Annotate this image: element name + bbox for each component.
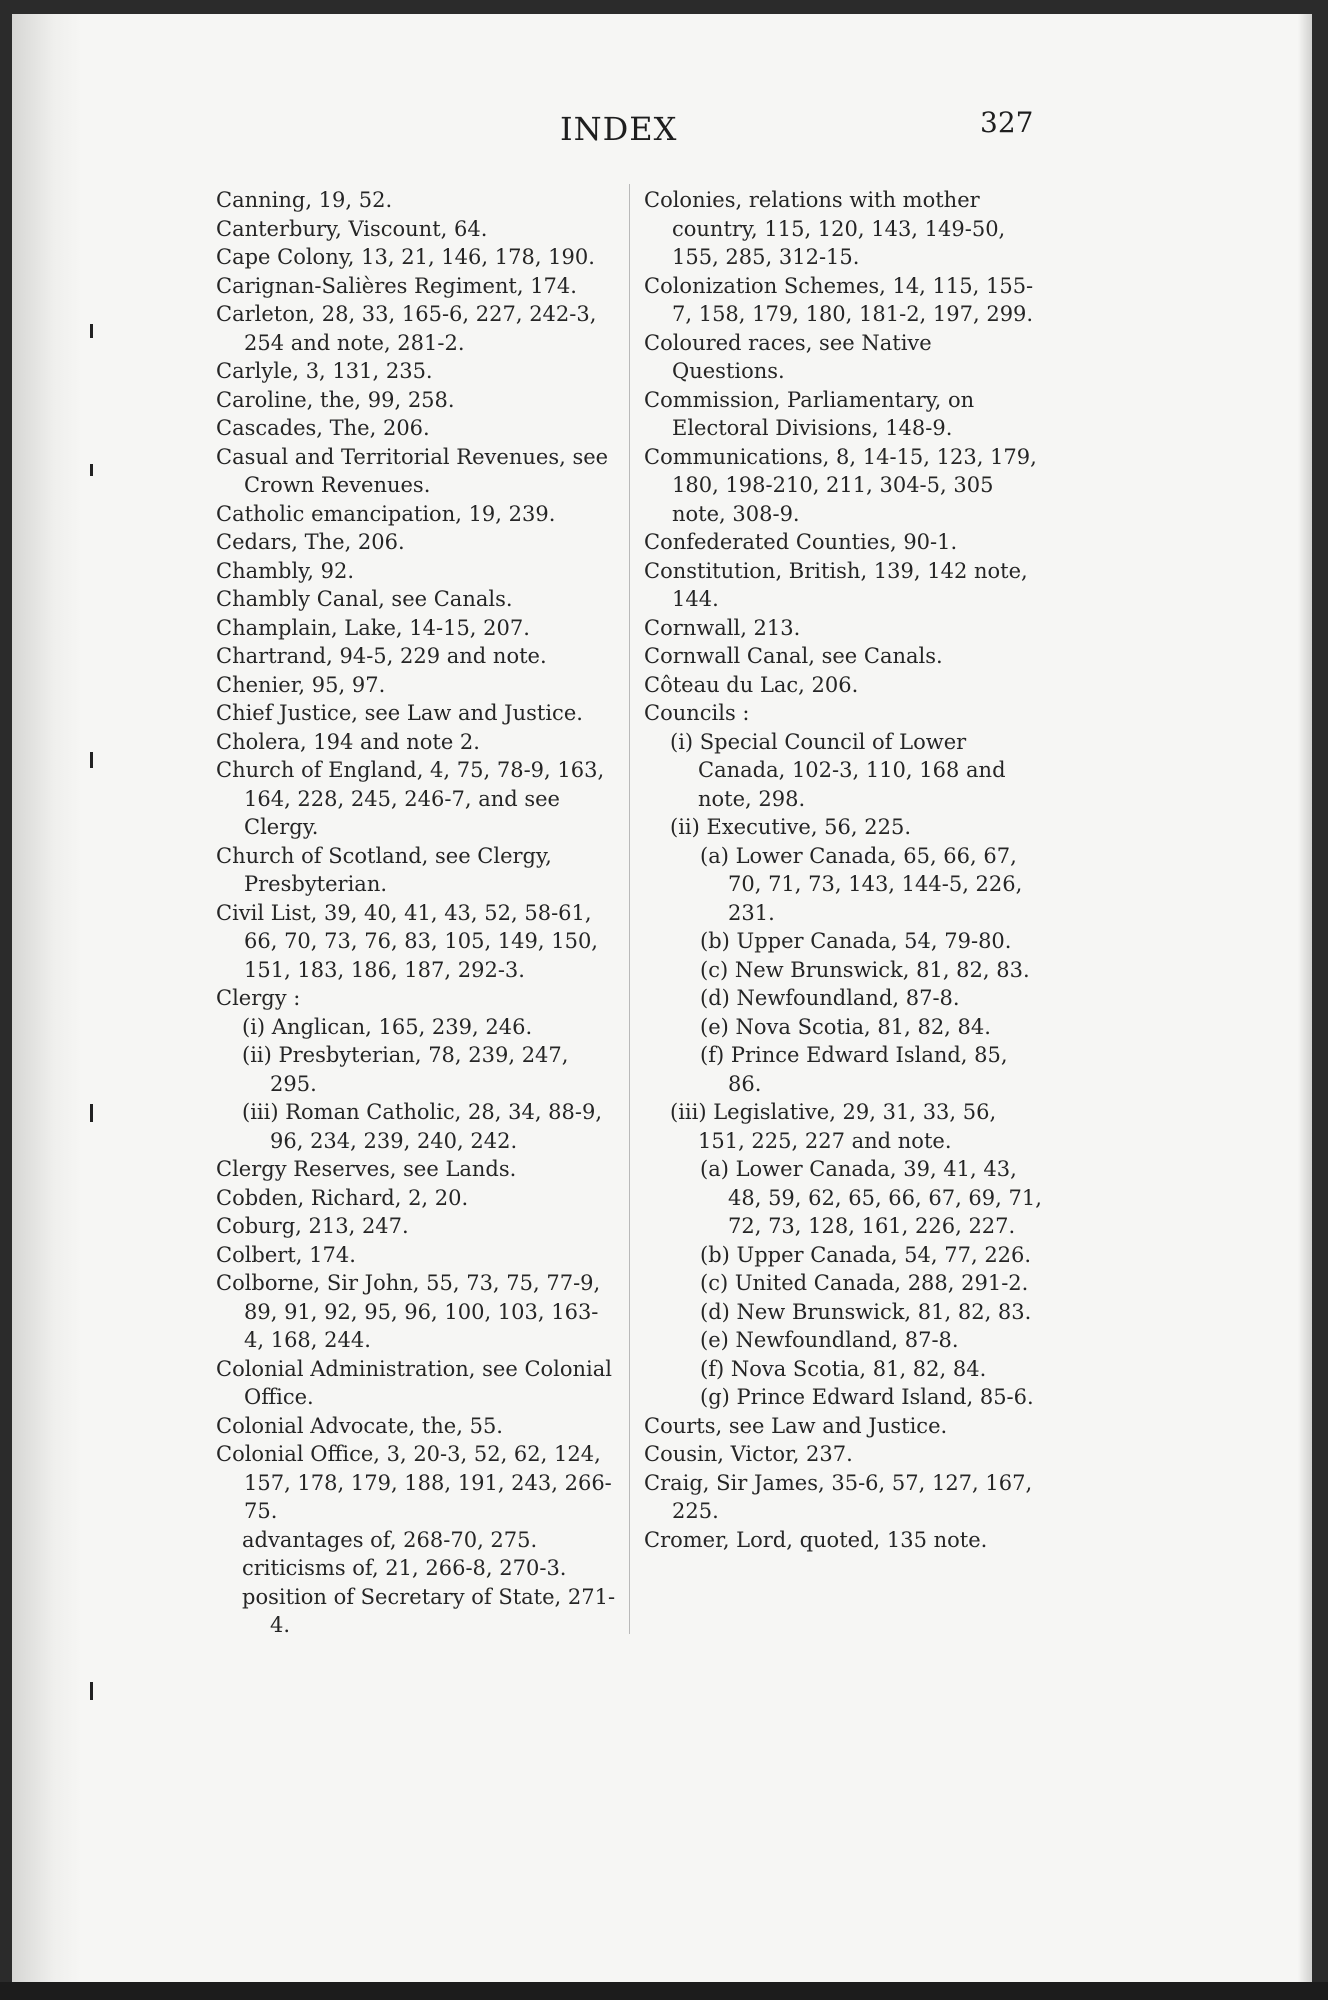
index-entry: Commission, Parliamentary, on Electoral Divisions, 148-9. [644,387,975,440]
index-entry: (c) United Canada, 288, 291-2. [700,1271,1029,1295]
index-entry: Chambly, 92. [216,558,355,583]
margin-mark [90,1104,93,1122]
index-entry: Côteau du Lac, 206. [644,672,859,697]
index-entry: Cholera, 194 and note 2. [216,729,480,754]
index-column-right [644,186,1044,1554]
margin-mark [90,1682,93,1700]
index-entry: Colonization Schemes, 14, 115, 155-7, 158, 179, 180, 181-2, 197, 299. [644,273,1034,326]
index-entry: Carignan-Salières Regiment, 174. [216,273,577,298]
index-entry: (g) Prince Edward Island, 85-6. [700,1385,1034,1409]
index-column-left [216,186,616,1640]
index-entry: Church of England, 4, 75, 78-9, 163, 164, 228, 245, 246-7, and see Clergy. [216,758,605,839]
index-entry: (a) Lower Canada, 39, 41, 43, 48, 59, 62, 65, 66, 67, 69, 71, 72, 73, 128, 161, 226, 227. [700,1157,1042,1238]
index-entry: Casual and Territorial Revenues, see Crown Revenues. [216,444,609,497]
book-page [12,14,1312,1984]
index-entry: Colonial Administration, see Colonial Office. [216,1356,613,1409]
index-entry: Clergy : [216,986,301,1010]
index-entry: Chenier, 95, 97. [216,672,386,697]
index-entry: Courts, see Law and Justice. [644,1413,948,1438]
index-entry: Church of Scotland, see Clergy, Presbyterian. [216,843,552,896]
index-entry: (d) Newfoundland, 87-8. [700,986,960,1010]
index-entry: Civil List, 39, 40, 41, 43, 52, 58-61, 66, 70, 73, 76, 83, 105, 149, 150, 151, 183, 186, 187, 292-3. [216,900,598,982]
index-entry: Colonial Office, 3, 20-3, 52, 62, 124, 157, 178, 179, 188, 191, 243, 266-75. [216,1442,612,1523]
index-entry: (b) Upper Canada, 54, 79-80. [700,929,1012,953]
index-entry: (f) Prince Edward Island, 85, 86. [700,1043,1008,1096]
index-entry: Communications, 8, 14-15, 123, 179, 180, 198-210, 211, 304-5, 305 note, 308-9. [644,444,1037,526]
index-entry: Confederated Counties, 90-1. [644,530,958,554]
index-entry: Canning, 19, 52. [216,188,393,212]
index-entry: Chartrand, 94-5, 229 and note. [216,644,547,668]
page-edge [1298,14,1312,1984]
page-gutter [12,14,82,1984]
index-entry: criticisms of, 21, 266-8, 270-3. [242,1556,567,1580]
margin-mark [90,464,93,476]
index-entry: Constitution, British, 139, 142 note, 144. [644,558,1028,611]
index-entry: Carleton, 28, 33, 165-6, 227, 242-3, 254 and note, 281-2. [216,302,597,355]
index-entry: Cousin, Victor, 237. [644,1442,853,1466]
scan-border [0,1982,1328,2000]
index-entry: Craig, Sir James, 35-6, 57, 127, 167, 225. [644,1470,1033,1523]
page-number: 327 [980,106,1034,139]
index-entry: Colborne, Sir John, 55, 73, 75, 77-9, 89, 91, 92, 95, 96, 100, 103, 163-4, 168, 244. [216,1271,601,1352]
index-entry: (f) Nova Scotia, 81, 82, 84. [700,1356,987,1381]
index-entry: Caroline, the, 99, 258. [216,387,455,412]
running-head: INDEX [560,110,678,148]
index-entry: Cornwall Canal, see Canals. [644,644,943,668]
index-entry: Canterbury, Viscount, 64. [216,216,488,241]
index-entry: Chambly Canal, see Canals. [216,587,513,611]
index-entry: Colonies, relations with mother country, 115, 120, 143, 149-50, 155, 285, 312-15. [644,188,1006,269]
index-entry: (c) New Brunswick, 81, 82, 83. [700,957,1030,982]
index-entry: (e) Nova Scotia, 81, 82, 84. [700,1014,991,1039]
index-entry: (iii) Roman Catholic, 28, 34, 88-9, 96, 234, 239, 240, 242. [242,1100,603,1153]
index-entry: Coloured races, see Native Questions. [644,330,932,383]
index-entry: Cape Colony, 13, 21, 146, 178, 190. [216,245,595,269]
margin-mark [90,324,93,338]
index-entry: (i) Special Council of Lower Canada, 102-3, 110, 168 and note, 298. [670,729,1006,811]
index-entry: (e) Newfoundland, 87-8. [700,1328,959,1352]
index-entry: Cornwall, 213. [644,615,801,640]
index-entry: (d) New Brunswick, 81, 82, 83. [700,1299,1032,1324]
index-entry: Coburg, 213, 247. [216,1214,409,1238]
index-entry: (i) Anglican, 165, 239, 246. [242,1014,533,1039]
column-divider [629,184,630,1634]
index-entry: Colonial Advocate, the, 55. [216,1413,503,1438]
index-entry: Cromer, Lord, quoted, 135 note. [644,1527,988,1552]
index-entry: advantages of, 268-70, 275. [242,1527,538,1552]
index-entry: Catholic emancipation, 19, 239. [216,501,556,526]
index-entry: Champlain, Lake, 14-15, 207. [216,615,530,640]
index-entry: position of Secretary of State, 271-4. [242,1584,616,1637]
margin-mark [90,752,93,768]
index-entry: (iii) Legislative, 29, 31, 33, 56, 151, 225, 227 and note. [670,1100,997,1153]
index-entry: Carlyle, 3, 131, 235. [216,359,433,383]
index-entry: (ii) Executive, 56, 225. [670,815,912,839]
index-entry: Councils : [644,701,750,725]
index-entry: Cedars, The, 206. [216,530,405,554]
index-entry: Clergy Reserves, see Lands. [216,1157,517,1181]
index-entry: Chief Justice, see Law and Justice. [216,701,583,725]
index-entry: Cascades, The, 206. [216,416,430,440]
index-entry: (a) Lower Canada, 65, 66, 67, 70, 71, 73, 143, 144-5, 226, 231. [700,843,1023,925]
index-entry: (b) Upper Canada, 54, 77, 226. [700,1242,1032,1267]
index-entry: (ii) Presbyterian, 78, 239, 247, 295. [242,1043,569,1096]
index-entry: Colbert, 174. [216,1242,356,1267]
index-entry: Cobden, Richard, 2, 20. [216,1185,469,1210]
